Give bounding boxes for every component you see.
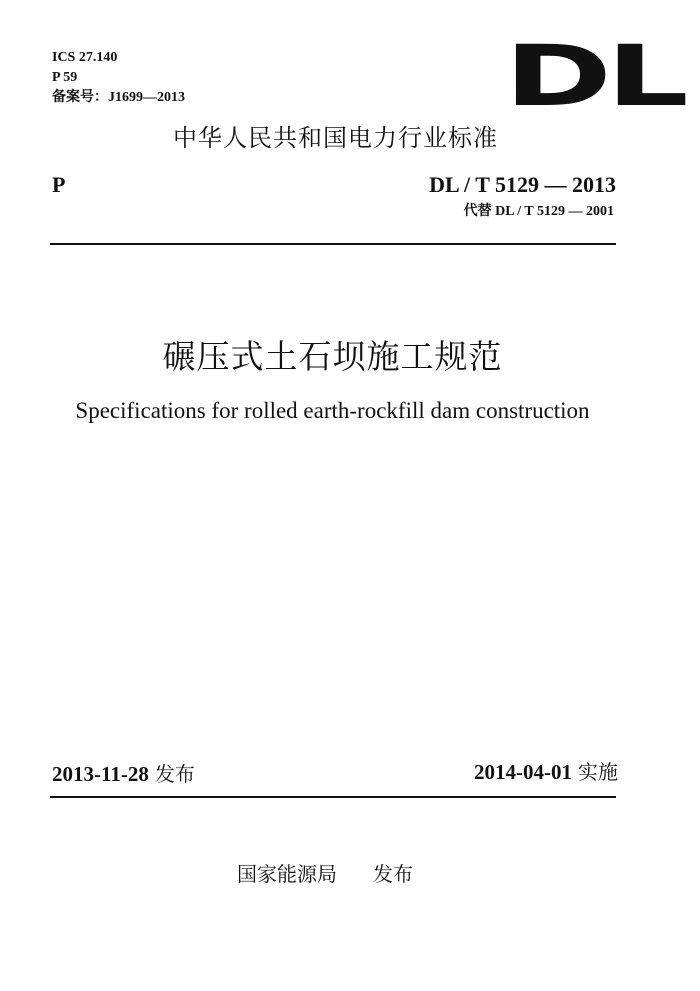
header-meta [52,48,185,108]
issue-date [52,760,195,788]
effective-label: 实施 [578,760,618,784]
document-title-chinese: 碾压式土石坝施工规范 [162,337,503,376]
publisher [237,860,413,888]
dl-logo: DL [504,27,683,125]
publisher-name: 国家能源局 [237,862,337,886]
publisher-action: 发布 [373,862,413,886]
effective-date [474,758,618,786]
bottom-divider [50,796,616,798]
top-divider [50,243,616,245]
industry-standard-title: 中华人民共和国电力行业标准 [173,124,498,152]
issue-label: 发布 [154,762,195,786]
issue-date-value: 2013-11-28 [52,762,149,786]
class-code: P [52,172,66,197]
effective-date-value: 2014-04-01 [474,760,572,784]
replaces-standard: 代替 DL / T 5129 — 2001 [463,204,614,219]
filing-number: 备案号：J1699—2013 [52,90,185,105]
classification-code: P 59 [52,70,78,85]
ics-code: ICS 27.140 [52,50,118,65]
standard-number: DL / T 5129 — 2013 [429,172,616,197]
document-title-english: Specifications for rolled earth-rockfill dam construction [75,398,590,423]
